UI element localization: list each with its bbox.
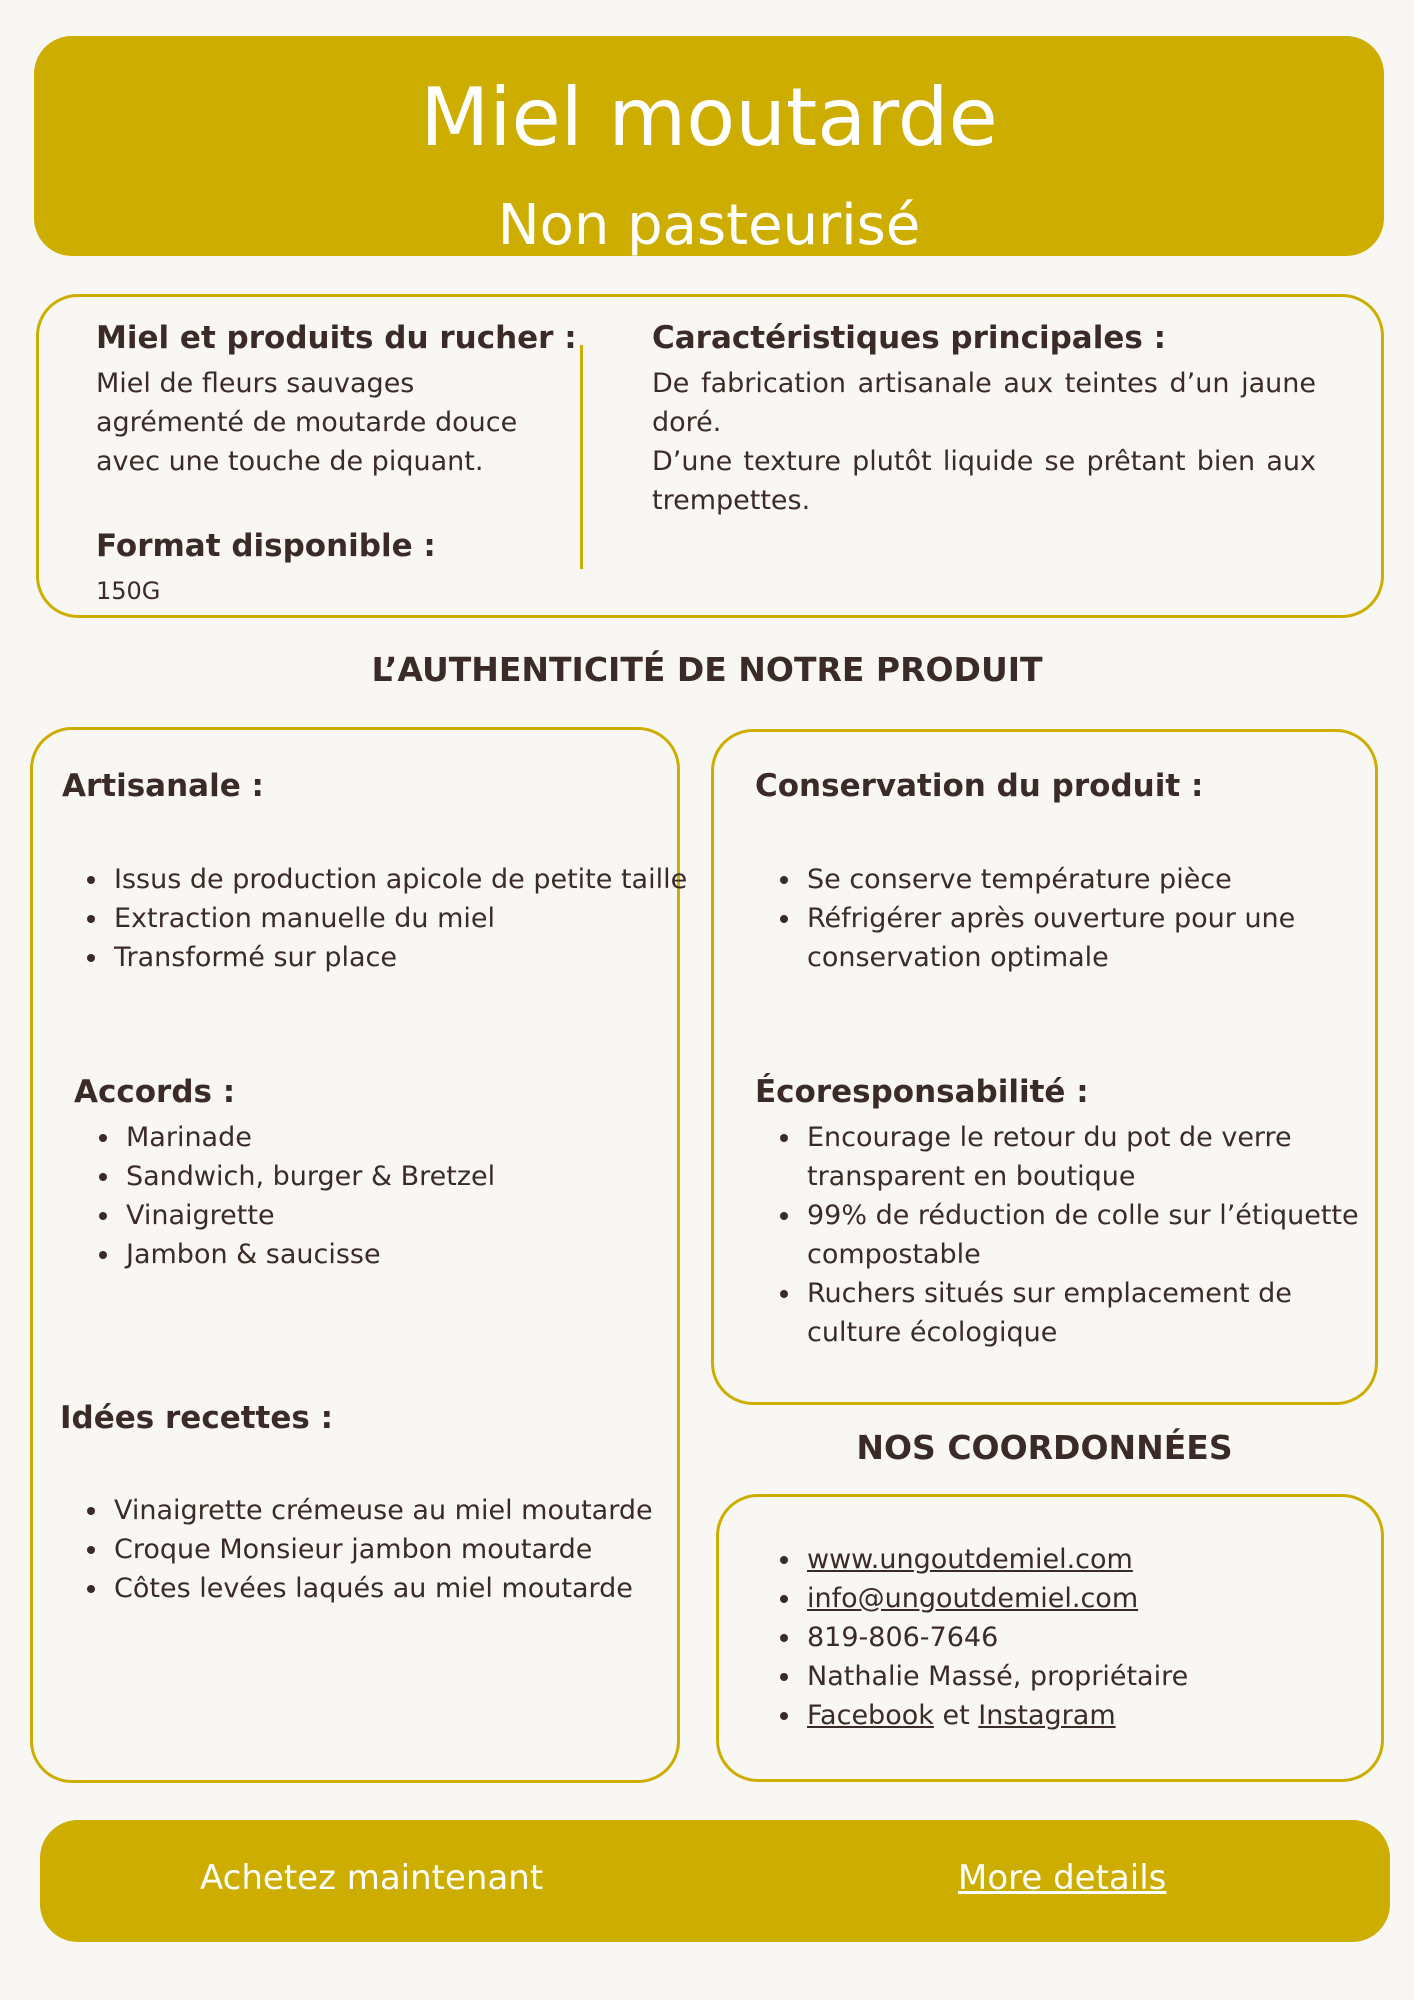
list-item: • Jambon & saucisse <box>122 1235 682 1274</box>
list-item: • Extraction manuelle du miel <box>110 899 690 938</box>
instagram-link[interactable]: Instagram <box>978 1700 1116 1731</box>
email-link[interactable]: info@ungoutdemiel.com <box>807 1583 1139 1614</box>
contact-email-item <box>803 1579 1383 1618</box>
features-heading: Caractéristiques principales : <box>652 320 1167 356</box>
artisanal-list <box>64 860 690 977</box>
products-heading: Miel et produits du rucher : <box>96 320 577 356</box>
authenticity-title: L’AUTHENTICITÉ DE NOTRE PRODUIT <box>371 650 1043 689</box>
intro-divider <box>580 345 583 569</box>
list-item: • Vinaigrette <box>122 1196 682 1235</box>
product-title: Miel moutarde <box>420 71 998 164</box>
website-link[interactable]: www.ungoutdemiel.com <box>807 1544 1133 1575</box>
eco-heading: Écoresponsabilité : <box>755 1074 1089 1110</box>
social-and: et <box>942 1700 970 1731</box>
list-item: • Croque Monsieur jambon moutarde <box>110 1530 690 1569</box>
recipes-list <box>64 1491 690 1608</box>
conservation-heading: Conservation du produit : <box>755 768 1204 804</box>
list-item: • Transformé sur place <box>110 938 690 977</box>
contact-list <box>757 1540 1383 1735</box>
product-subtitle: Non pasteurisé <box>497 193 921 258</box>
format-value: 150G <box>96 577 161 605</box>
list-item: • Sandwich, burger & Bretzel <box>122 1157 682 1196</box>
list-item: • Marinade <box>122 1118 682 1157</box>
artisanal-heading: Artisanale : <box>62 768 264 804</box>
features-text-1: De fabrication artisanale aux teintes d’un jaune doré. <box>652 368 1316 438</box>
list-item: • Encourage le retour du pot de verre transparent en boutique <box>803 1118 1383 1196</box>
products-text: Miel de fleurs sauvages agrémenté de moutarde douce avec une touche de piquant. <box>96 368 518 477</box>
contact-owner-item: • Nathalie Massé, propriétaire <box>803 1657 1383 1696</box>
header-banner <box>34 36 1384 256</box>
pairings-heading: Accords : <box>74 1074 236 1110</box>
eco-list <box>757 1118 1383 1352</box>
facebook-link[interactable]: Facebook <box>807 1700 934 1731</box>
buy-now-button[interactable]: Achetez maintenant <box>200 1858 544 1898</box>
list-item: • 99% de réduction de colle sur l’étiquette compostable <box>803 1196 1383 1274</box>
contact-website-item <box>803 1540 1383 1579</box>
footer-banner <box>40 1820 1390 1942</box>
list-item: • Vinaigrette crémeuse au miel moutarde <box>110 1491 690 1530</box>
contact-social-item <box>803 1696 1383 1735</box>
more-details-link[interactable]: More details <box>958 1858 1167 1898</box>
features-text-2: D’une texture plutôt liquide se prêtant bien aux trempettes. <box>652 446 1316 516</box>
list-item: • Ruchers situés sur emplacement de culture écologique <box>803 1274 1383 1352</box>
list-item: • Réfrigérer après ouverture pour une conservation optimale <box>803 899 1383 977</box>
contact-title: NOS COORDONNÉES <box>856 1428 1233 1467</box>
list-item: • Côtes levées laqués au miel moutarde <box>110 1569 690 1608</box>
contact-phone-item: • 819-806-7646 <box>803 1618 1383 1657</box>
format-heading: Format disponible : <box>96 528 436 564</box>
pairings-list <box>76 1118 682 1274</box>
list-item: • Issus de production apicole de petite taille <box>110 860 690 899</box>
recipes-heading: Idées recettes : <box>60 1400 334 1436</box>
conservation-list <box>757 860 1383 977</box>
list-item: • Se conserve température pièce <box>803 860 1383 899</box>
